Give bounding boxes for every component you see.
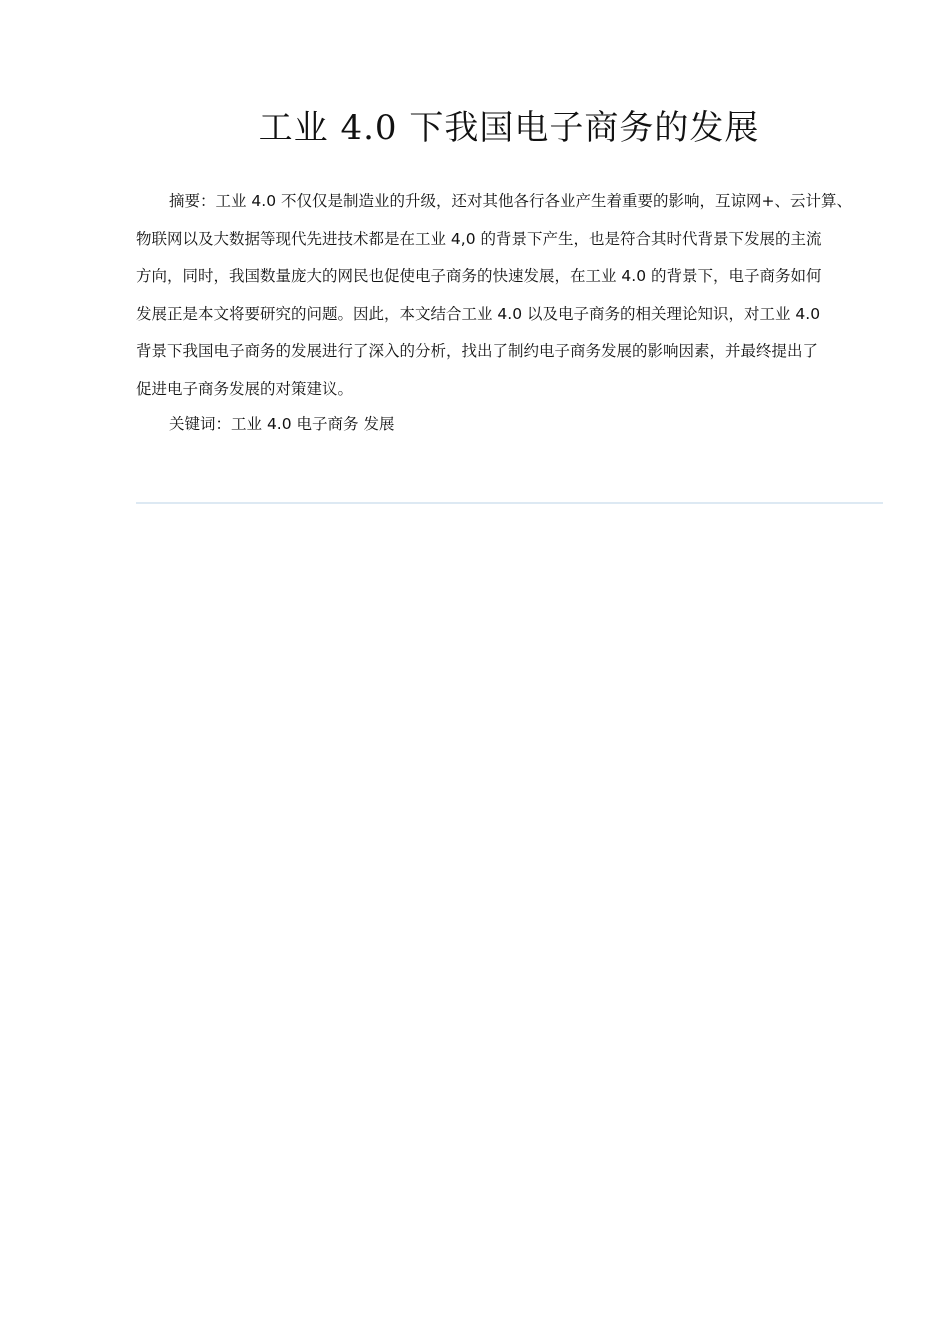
abstract-paragraph <box>136 183 884 408</box>
abstract-line: 摘要：工业 4.0 不仅仅是制造业的升级，还对其他各行各业产生着重要的影响，互谅网+、云计算、 <box>169 192 852 210</box>
section-divider <box>136 502 883 504</box>
abstract-line: 促进电子商务发展的对策建议。 <box>136 379 354 398</box>
keywords-line <box>169 406 395 444</box>
keyword: 电子商务 <box>296 415 359 433</box>
abstract-line: 背景下我国电子商务的发展进行了深入的分析，找出了制约电子商务发展的影响因素，并最终提出了 <box>136 342 819 360</box>
keywords-label: 关键词： <box>169 415 232 433</box>
abstract-line: 发展正是本文将要研究的问题。因此，本文结合工业 4.0 以及电子商务的相关理论知识，对工业 4.0 <box>136 304 821 323</box>
abstract-line: 物联网以及大数据等现代先进技术都是在工业 4,0 的背景下产生，也是符合其时代背景下发展的主流 <box>136 229 822 248</box>
keyword: 发展 <box>363 415 395 433</box>
abstract-line: 方向，同时，我国数量庞大的网民也促使电子商务的快速发展，在工业 4.0 的背景下，电子商务如何 <box>136 267 822 285</box>
keyword: 工业 4.0 <box>231 415 292 433</box>
document-title: 工业 4.0 下我国电子商务的发展 <box>258 108 760 148</box>
